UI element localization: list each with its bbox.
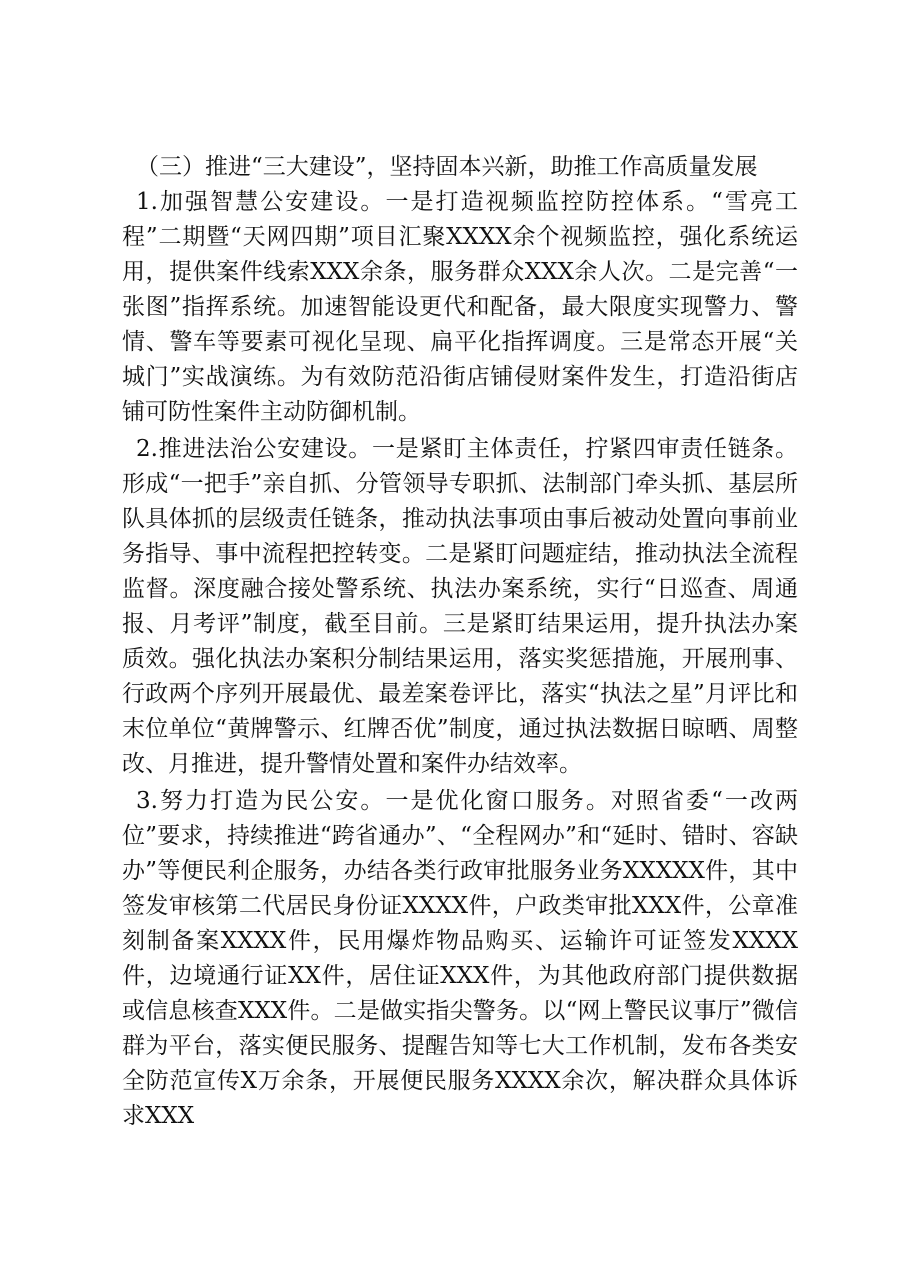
paragraph-rule-of-law-policing: 2.推进法治公安建设。一是紧盯主体责任，拧紧四审责任链条。形成“一把手”亲自抓、分管领导专职抓、法制部门牵头抓、基层所队具体抓的层级责任链条，推动执法事项由事后被动处置向事前业务指导、事中流程把控转变。二是紧盯问题症结，推动执法全流程监督。深度融合接处警系统、执法办案系统，实行“日巡查、周通报、月考评”制度，截至目前。三是紧盯结果运用，提升执法办案质效。强化执法办案积分制结果运用，落实奖惩措施，开展刑事、行政两个序列开展最优、最差案卷评比，落实“执法之星”月评比和末位单位“黄牌警示、红牌否优”制度，通过执法数据日晾晒、周整改、月推进，提升警情处置和案件办结效率。 [122,436,798,777]
paragraph-public-service-policing: 3.努力打造为民公安。一是优化窗口服务。对照省委“一改两位”要求，持续推进“跨省通办”、“全程网办”和“延时、错时、容缺办”等便民利企服务，办结各类行政审批服务业务XXXXX件，其中签发审核第二代居民身份证XXXX件，户政类审批XXX件，公章准刻制备案XXXX件，民用爆炸物品购买、运输许可证签发XXXX件，边境通行证XX件，居住证XXX件，为其他政府部门提供数据或信息核查XXX件。二是做实指尖警务。以“网上警民议事厅”微信群为平台，落实便民服务、提醒告知等七大工作机制，发布各类安全防范宣传X万余条，开展便民服务XXXX余次，解决群众具体诉求XXX [122,788,798,1129]
section-heading: （三）推进“三大建设”，坚持固本兴新，助推工作高质量发展 [136,154,758,180]
paragraph-smart-policing: 1.加强智慧公安建设。一是打造视频监控防控体系。“雪亮工程”二期暨“天网四期”项目汇聚XXXX余个视频监控，强化系统运用，提供案件线索XXX余条，服务群众XXX余人次。二是完善“一张图”指挥系统。加速智能设更代和配备，最大限度实现警力、警情、警车等要素可视化呈现、扁平化指挥调度。三是常态开展“关城门”实战演练。为有效防范沿街店铺侵财案件发生，打造沿街店铺可防性案件主动防御机制。 [122,189,798,425]
document-body [122,150,798,1134]
